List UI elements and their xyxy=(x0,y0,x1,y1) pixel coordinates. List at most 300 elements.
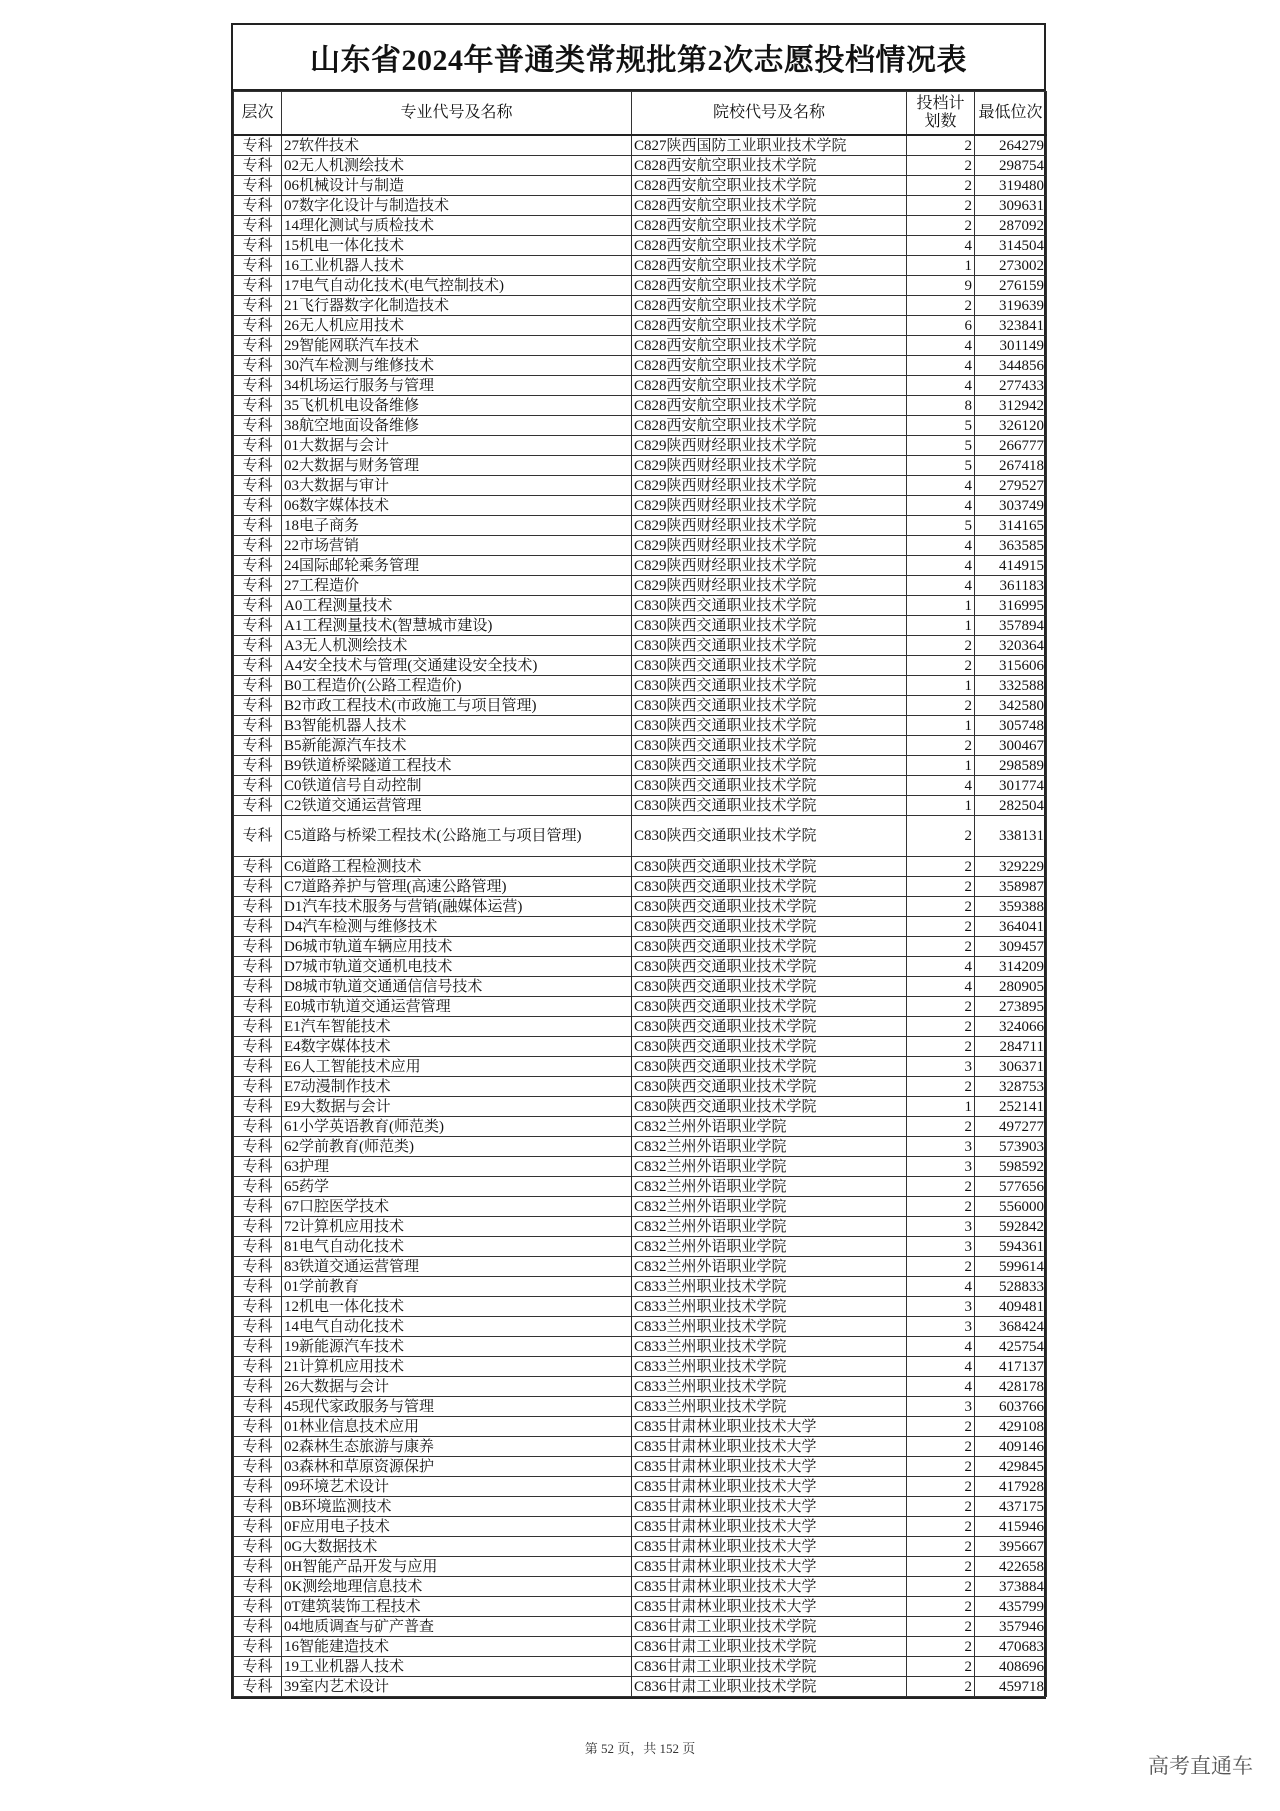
cell-major: 0F应用电子技术 xyxy=(282,1517,632,1537)
cell-plan: 2 xyxy=(907,917,975,937)
table-row xyxy=(234,436,1047,456)
cell-school: C830陕西交通职业技术学院 xyxy=(632,756,907,776)
table-row xyxy=(234,176,1047,196)
cell-level: 专科 xyxy=(234,1397,282,1417)
cell-major: D1汽车技术服务与营销(融媒体运营) xyxy=(282,897,632,917)
cell-plan: 2 xyxy=(907,1617,975,1637)
cell-school: C836甘肃工业职业技术学院 xyxy=(632,1657,907,1677)
cell-plan: 1 xyxy=(907,1097,975,1117)
cell-school: C828西安航空职业技术学院 xyxy=(632,416,907,436)
cell-level: 专科 xyxy=(234,436,282,456)
cell-rank: 592842 xyxy=(975,1217,1047,1237)
cell-plan: 2 xyxy=(907,156,975,176)
table-row xyxy=(234,1557,1047,1577)
cell-level: 专科 xyxy=(234,616,282,636)
cell-level: 专科 xyxy=(234,135,282,156)
cell-rank: 280905 xyxy=(975,977,1047,997)
cell-major: 04地质调查与矿产普查 xyxy=(282,1617,632,1637)
cell-rank: 408696 xyxy=(975,1657,1047,1677)
cell-major: 06数字媒体技术 xyxy=(282,496,632,516)
table-row xyxy=(234,756,1047,776)
cell-school: C833兰州职业技术学院 xyxy=(632,1357,907,1377)
cell-plan: 2 xyxy=(907,196,975,216)
cell-school: C830陕西交通职业技术学院 xyxy=(632,656,907,676)
cell-major: 01林业信息技术应用 xyxy=(282,1417,632,1437)
cell-level: 专科 xyxy=(234,1517,282,1537)
cell-rank: 252141 xyxy=(975,1097,1047,1117)
cell-major: D8城市轨道交通通信信号技术 xyxy=(282,977,632,997)
cell-school: C829陕西财经职业技术学院 xyxy=(632,456,907,476)
cell-plan: 4 xyxy=(907,356,975,376)
cell-school: C828西安航空职业技术学院 xyxy=(632,156,907,176)
cell-rank: 417137 xyxy=(975,1357,1047,1377)
cell-level: 专科 xyxy=(234,917,282,937)
cell-major: E6人工智能技术应用 xyxy=(282,1057,632,1077)
cell-level: 专科 xyxy=(234,1137,282,1157)
cell-rank: 300467 xyxy=(975,736,1047,756)
table-row xyxy=(234,1437,1047,1457)
cell-major: E0城市轨道交通运营管理 xyxy=(282,997,632,1017)
cell-level: 专科 xyxy=(234,1417,282,1437)
cell-school: C833兰州职业技术学院 xyxy=(632,1317,907,1337)
cell-school: C832兰州外语职业学院 xyxy=(632,1157,907,1177)
cell-school: C835甘肃林业职业技术大学 xyxy=(632,1517,907,1537)
header-rank: 最低位次 xyxy=(975,92,1047,136)
table-row xyxy=(234,1097,1047,1117)
cell-school: C832兰州外语职业学院 xyxy=(632,1177,907,1197)
cell-rank: 373884 xyxy=(975,1577,1047,1597)
table-row xyxy=(234,656,1047,676)
table-row xyxy=(234,796,1047,816)
cell-major: 35飞机机电设备维修 xyxy=(282,396,632,416)
cell-plan: 4 xyxy=(907,556,975,576)
table-row xyxy=(234,957,1047,977)
cell-major: 26大数据与会计 xyxy=(282,1377,632,1397)
cell-plan: 3 xyxy=(907,1237,975,1257)
cell-school: C829陕西财经职业技术学院 xyxy=(632,436,907,456)
cell-plan: 5 xyxy=(907,436,975,456)
cell-plan: 2 xyxy=(907,1677,975,1697)
table-row xyxy=(234,1617,1047,1637)
cell-plan: 2 xyxy=(907,1497,975,1517)
cell-rank: 428178 xyxy=(975,1377,1047,1397)
cell-school: C833兰州职业技术学院 xyxy=(632,1397,907,1417)
cell-school: C830陕西交通职业技术学院 xyxy=(632,917,907,937)
cell-major: A4安全技术与管理(交通建设安全技术) xyxy=(282,656,632,676)
cell-level: 专科 xyxy=(234,476,282,496)
cell-plan: 4 xyxy=(907,776,975,796)
table-row xyxy=(234,1217,1047,1237)
table-row xyxy=(234,316,1047,336)
cell-major: C0铁道信号自动控制 xyxy=(282,776,632,796)
cell-school: C830陕西交通职业技术学院 xyxy=(632,1017,907,1037)
cell-major: D6城市轨道车辆应用技术 xyxy=(282,937,632,957)
cell-level: 专科 xyxy=(234,756,282,776)
cell-level: 专科 xyxy=(234,1337,282,1357)
cell-school: C828西安航空职业技术学院 xyxy=(632,276,907,296)
cell-plan: 2 xyxy=(907,1637,975,1657)
cell-plan: 2 xyxy=(907,1597,975,1617)
cell-plan: 4 xyxy=(907,536,975,556)
table-row xyxy=(234,516,1047,536)
cell-plan: 4 xyxy=(907,1357,975,1377)
cell-plan: 2 xyxy=(907,1577,975,1597)
table-row xyxy=(234,776,1047,796)
cell-major: 39室内艺术设计 xyxy=(282,1677,632,1697)
cell-major: 15机电一体化技术 xyxy=(282,236,632,256)
table-row xyxy=(234,1057,1047,1077)
cell-rank: 279527 xyxy=(975,476,1047,496)
cell-major: 0T建筑装饰工程技术 xyxy=(282,1597,632,1617)
cell-school: C830陕西交通职业技术学院 xyxy=(632,1037,907,1057)
cell-major: 21计算机应用技术 xyxy=(282,1357,632,1377)
cell-level: 专科 xyxy=(234,776,282,796)
cell-major: 45现代家政服务与管理 xyxy=(282,1397,632,1417)
cell-level: 专科 xyxy=(234,1257,282,1277)
cell-rank: 305748 xyxy=(975,716,1047,736)
cell-plan: 2 xyxy=(907,1557,975,1577)
cell-level: 专科 xyxy=(234,736,282,756)
cell-rank: 323841 xyxy=(975,316,1047,336)
cell-level: 专科 xyxy=(234,236,282,256)
cell-level: 专科 xyxy=(234,656,282,676)
cell-plan: 1 xyxy=(907,756,975,776)
cell-plan: 2 xyxy=(907,216,975,236)
cell-plan: 3 xyxy=(907,1297,975,1317)
cell-plan: 2 xyxy=(907,736,975,756)
cell-rank: 414915 xyxy=(975,556,1047,576)
cell-school: C828西安航空职业技术学院 xyxy=(632,196,907,216)
cell-school: C829陕西财经职业技术学院 xyxy=(632,496,907,516)
cell-major: E7动漫制作技术 xyxy=(282,1077,632,1097)
cell-rank: 409481 xyxy=(975,1297,1047,1317)
table-row xyxy=(234,276,1047,296)
cell-level: 专科 xyxy=(234,296,282,316)
cell-school: C829陕西财经职业技术学院 xyxy=(632,576,907,596)
cell-major: 0H智能产品开发与应用 xyxy=(282,1557,632,1577)
cell-rank: 497277 xyxy=(975,1117,1047,1137)
cell-rank: 328753 xyxy=(975,1077,1047,1097)
cell-school: C828西安航空职业技术学院 xyxy=(632,256,907,276)
cell-rank: 364041 xyxy=(975,917,1047,937)
cell-plan: 4 xyxy=(907,977,975,997)
cell-rank: 361183 xyxy=(975,576,1047,596)
table-row xyxy=(234,1397,1047,1417)
header-school: 院校代号及名称 xyxy=(632,92,907,136)
cell-level: 专科 xyxy=(234,536,282,556)
cell-school: C830陕西交通职业技术学院 xyxy=(632,897,907,917)
cell-major: 02大数据与财务管理 xyxy=(282,456,632,476)
table-row xyxy=(234,1037,1047,1057)
cell-level: 专科 xyxy=(234,1477,282,1497)
cell-school: C832兰州外语职业学院 xyxy=(632,1137,907,1157)
cell-level: 专科 xyxy=(234,857,282,877)
cell-level: 专科 xyxy=(234,196,282,216)
cell-rank: 359388 xyxy=(975,897,1047,917)
table-row xyxy=(234,236,1047,256)
cell-rank: 577656 xyxy=(975,1177,1047,1197)
cell-plan: 3 xyxy=(907,1057,975,1077)
table-row xyxy=(234,636,1047,656)
cell-plan: 4 xyxy=(907,376,975,396)
cell-major: 14理化测试与质检技术 xyxy=(282,216,632,236)
cell-level: 专科 xyxy=(234,396,282,416)
table-row xyxy=(234,396,1047,416)
table-row xyxy=(234,135,1047,156)
cell-level: 专科 xyxy=(234,156,282,176)
cell-rank: 415946 xyxy=(975,1517,1047,1537)
cell-major: B0工程造价(公路工程造价) xyxy=(282,676,632,696)
cell-school: C830陕西交通职业技术学院 xyxy=(632,596,907,616)
cell-plan: 5 xyxy=(907,416,975,436)
cell-level: 专科 xyxy=(234,1377,282,1397)
cell-school: C830陕西交通职业技术学院 xyxy=(632,997,907,1017)
table-row xyxy=(234,816,1047,857)
cell-rank: 429845 xyxy=(975,1457,1047,1477)
cell-school: C828西安航空职业技术学院 xyxy=(632,236,907,256)
cell-level: 专科 xyxy=(234,516,282,536)
cell-school: C827陕西国防工业职业技术学院 xyxy=(632,135,907,156)
cell-school: C830陕西交通职业技术学院 xyxy=(632,796,907,816)
cell-plan: 4 xyxy=(907,236,975,256)
cell-major: 03大数据与审计 xyxy=(282,476,632,496)
table-row xyxy=(234,1297,1047,1317)
cell-major: C5道路与桥梁工程技术(公路施工与项目管理) xyxy=(282,816,632,857)
cell-major: C6道路工程检测技术 xyxy=(282,857,632,877)
cell-level: 专科 xyxy=(234,1177,282,1197)
cell-level: 专科 xyxy=(234,696,282,716)
table-row xyxy=(234,456,1047,476)
cell-rank: 470683 xyxy=(975,1637,1047,1657)
cell-rank: 422658 xyxy=(975,1557,1047,1577)
cell-plan: 3 xyxy=(907,1137,975,1157)
cell-major: 27软件技术 xyxy=(282,135,632,156)
cell-major: 27工程造价 xyxy=(282,576,632,596)
cell-school: C835甘肃林业职业技术大学 xyxy=(632,1437,907,1457)
cell-plan: 2 xyxy=(907,897,975,917)
cell-plan: 1 xyxy=(907,676,975,696)
cell-level: 专科 xyxy=(234,1217,282,1237)
cell-rank: 459718 xyxy=(975,1677,1047,1697)
cell-school: C835甘肃林业职业技术大学 xyxy=(632,1577,907,1597)
cell-rank: 303749 xyxy=(975,496,1047,516)
cell-level: 专科 xyxy=(234,176,282,196)
cell-school: C830陕西交通职业技术学院 xyxy=(632,696,907,716)
cell-school: C830陕西交通职业技术学院 xyxy=(632,1077,907,1097)
table-row xyxy=(234,556,1047,576)
cell-major: E1汽车智能技术 xyxy=(282,1017,632,1037)
cell-plan: 1 xyxy=(907,616,975,636)
cell-level: 专科 xyxy=(234,1437,282,1457)
cell-rank: 599614 xyxy=(975,1257,1047,1277)
cell-plan: 1 xyxy=(907,596,975,616)
cell-rank: 344856 xyxy=(975,356,1047,376)
cell-school: C829陕西财经职业技术学院 xyxy=(632,536,907,556)
cell-rank: 368424 xyxy=(975,1317,1047,1337)
cell-school: C835甘肃林业职业技术大学 xyxy=(632,1557,907,1577)
cell-plan: 9 xyxy=(907,276,975,296)
cell-rank: 282504 xyxy=(975,796,1047,816)
cell-level: 专科 xyxy=(234,1077,282,1097)
table-row xyxy=(234,1237,1047,1257)
cell-school: C835甘肃林业职业技术大学 xyxy=(632,1497,907,1517)
table-row xyxy=(234,897,1047,917)
cell-school: C835甘肃林业职业技术大学 xyxy=(632,1457,907,1477)
table-body xyxy=(234,135,1047,1697)
cell-rank: 319480 xyxy=(975,176,1047,196)
cell-level: 专科 xyxy=(234,877,282,897)
cell-school: C832兰州外语职业学院 xyxy=(632,1257,907,1277)
cell-level: 专科 xyxy=(234,356,282,376)
cell-level: 专科 xyxy=(234,716,282,736)
cell-school: C828西安航空职业技术学院 xyxy=(632,376,907,396)
cell-plan: 2 xyxy=(907,1437,975,1457)
table-row xyxy=(234,296,1047,316)
cell-major: 34机场运行服务与管理 xyxy=(282,376,632,396)
cell-level: 专科 xyxy=(234,676,282,696)
cell-rank: 298754 xyxy=(975,156,1047,176)
cell-rank: 306371 xyxy=(975,1057,1047,1077)
cell-plan: 3 xyxy=(907,1217,975,1237)
cell-level: 专科 xyxy=(234,1357,282,1377)
cell-plan: 3 xyxy=(907,1397,975,1417)
cell-level: 专科 xyxy=(234,1237,282,1257)
table-row xyxy=(234,616,1047,636)
cell-school: C829陕西财经职业技术学院 xyxy=(632,556,907,576)
cell-plan: 2 xyxy=(907,937,975,957)
cell-school: C836甘肃工业职业技术学院 xyxy=(632,1617,907,1637)
table-row xyxy=(234,1117,1047,1137)
cell-major: 01学前教育 xyxy=(282,1277,632,1297)
cell-level: 专科 xyxy=(234,416,282,436)
cell-school: C828西安航空职业技术学院 xyxy=(632,216,907,236)
cell-plan: 2 xyxy=(907,1657,975,1677)
cell-plan: 2 xyxy=(907,1517,975,1537)
cell-level: 专科 xyxy=(234,1657,282,1677)
table-row xyxy=(234,536,1047,556)
cell-major: 72计算机应用技术 xyxy=(282,1217,632,1237)
cell-school: C830陕西交通职业技术学院 xyxy=(632,937,907,957)
cell-plan: 8 xyxy=(907,396,975,416)
cell-major: 22市场营销 xyxy=(282,536,632,556)
cell-plan: 4 xyxy=(907,1337,975,1357)
cell-level: 专科 xyxy=(234,1157,282,1177)
cell-level: 专科 xyxy=(234,596,282,616)
cell-level: 专科 xyxy=(234,1537,282,1557)
cell-major: B9铁道桥梁隧道工程技术 xyxy=(282,756,632,776)
table-row xyxy=(234,496,1047,516)
cell-level: 专科 xyxy=(234,636,282,656)
cell-plan: 2 xyxy=(907,656,975,676)
cell-school: C835甘肃林业职业技术大学 xyxy=(632,1537,907,1557)
cell-major: 21飞行器数字化制造技术 xyxy=(282,296,632,316)
header-plan: 投档计划数 xyxy=(907,92,975,136)
cell-rank: 276159 xyxy=(975,276,1047,296)
cell-major: 62学前教育(师范类) xyxy=(282,1137,632,1157)
cell-plan: 5 xyxy=(907,456,975,476)
cell-rank: 264279 xyxy=(975,135,1047,156)
cell-plan: 2 xyxy=(907,1017,975,1037)
table-row xyxy=(234,736,1047,756)
cell-major: 0G大数据技术 xyxy=(282,1537,632,1557)
table-row xyxy=(234,1157,1047,1177)
cell-school: C828西安航空职业技术学院 xyxy=(632,296,907,316)
cell-rank: 395667 xyxy=(975,1537,1047,1557)
cell-major: 18电子商务 xyxy=(282,516,632,536)
cell-rank: 429108 xyxy=(975,1417,1047,1437)
cell-major: 38航空地面设备维修 xyxy=(282,416,632,436)
cell-major: E9大数据与会计 xyxy=(282,1097,632,1117)
cell-school: C830陕西交通职业技术学院 xyxy=(632,636,907,656)
cell-school: C832兰州外语职业学院 xyxy=(632,1117,907,1137)
cell-rank: 314165 xyxy=(975,516,1047,536)
cell-major: 06机械设计与制造 xyxy=(282,176,632,196)
cell-major: 17电气自动化技术(电气控制技术) xyxy=(282,276,632,296)
cell-school: C828西安航空职业技术学院 xyxy=(632,336,907,356)
cell-plan: 3 xyxy=(907,1317,975,1337)
table-row xyxy=(234,1497,1047,1517)
cell-major: 03森林和草原资源保护 xyxy=(282,1457,632,1477)
cell-rank: 284711 xyxy=(975,1037,1047,1057)
cell-school: C830陕西交通职业技术学院 xyxy=(632,616,907,636)
cell-rank: 312942 xyxy=(975,396,1047,416)
cell-plan: 4 xyxy=(907,1377,975,1397)
cell-rank: 357894 xyxy=(975,616,1047,636)
cell-school: C830陕西交通职业技术学院 xyxy=(632,857,907,877)
cell-plan: 2 xyxy=(907,1417,975,1437)
cell-school: C830陕西交通职业技术学院 xyxy=(632,676,907,696)
cell-rank: 598592 xyxy=(975,1157,1047,1177)
cell-rank: 266777 xyxy=(975,436,1047,456)
cell-major: E4数字媒体技术 xyxy=(282,1037,632,1057)
cell-level: 专科 xyxy=(234,1057,282,1077)
cell-level: 专科 xyxy=(234,1577,282,1597)
cell-rank: 277433 xyxy=(975,376,1047,396)
table-row xyxy=(234,1477,1047,1497)
table-row xyxy=(234,376,1047,396)
cell-major: 14电气自动化技术 xyxy=(282,1317,632,1337)
cell-plan: 1 xyxy=(907,796,975,816)
cell-level: 专科 xyxy=(234,1457,282,1477)
table-row xyxy=(234,596,1047,616)
cell-level: 专科 xyxy=(234,256,282,276)
cell-school: C832兰州外语职业学院 xyxy=(632,1217,907,1237)
cell-major: 19新能源汽车技术 xyxy=(282,1337,632,1357)
header-level: 层次 xyxy=(234,92,282,136)
cell-plan: 2 xyxy=(907,1477,975,1497)
cell-level: 专科 xyxy=(234,1317,282,1337)
cell-rank: 573903 xyxy=(975,1137,1047,1157)
cell-school: C830陕西交通职业技术学院 xyxy=(632,776,907,796)
cell-major: 26无人机应用技术 xyxy=(282,316,632,336)
table-row xyxy=(234,1597,1047,1617)
cell-level: 专科 xyxy=(234,977,282,997)
cell-rank: 287092 xyxy=(975,216,1047,236)
cell-level: 专科 xyxy=(234,316,282,336)
table-row xyxy=(234,1077,1047,1097)
cell-school: C828西安航空职业技术学院 xyxy=(632,316,907,336)
cell-level: 专科 xyxy=(234,796,282,816)
table-row xyxy=(234,1197,1047,1217)
cell-school: C833兰州职业技术学院 xyxy=(632,1297,907,1317)
cell-rank: 315606 xyxy=(975,656,1047,676)
cell-plan: 2 xyxy=(907,1457,975,1477)
cell-plan: 2 xyxy=(907,176,975,196)
cell-rank: 301774 xyxy=(975,776,1047,796)
table-row xyxy=(234,1577,1047,1597)
cell-level: 专科 xyxy=(234,576,282,596)
cell-school: C836甘肃工业职业技术学院 xyxy=(632,1677,907,1697)
